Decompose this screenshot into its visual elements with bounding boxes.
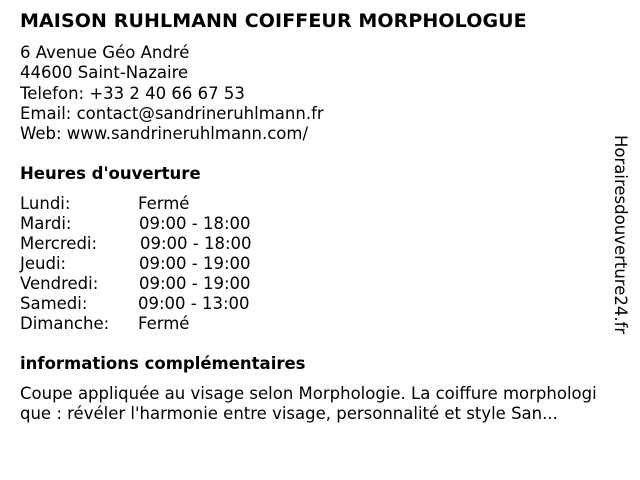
city-line: 44600 Saint-Nazaire [20, 63, 189, 83]
site-watermark: Horairesdouverture24.fr [611, 135, 630, 335]
day-label: Lundi: [20, 194, 71, 213]
street-address: 6 Avenue Géo André [20, 43, 190, 62]
day-label: Jeudi: [20, 254, 67, 273]
contact-block [20, 43, 324, 144]
day-label: Dimanche: [20, 314, 110, 333]
hours-value: Fermé [138, 194, 190, 213]
hours-value: 09:00 - 18:00 [139, 214, 251, 233]
day-label: Vendredi: [20, 274, 99, 293]
hours-value: 09:00 - 18:00 [140, 234, 252, 253]
business-description: Coupe appliquée au visage selon Morphologie. La coiffure morphologique : révéler l'harmonie entre visage, personnalité et style San... [20, 384, 597, 423]
hours-value: 09:00 - 19:00 [139, 254, 251, 273]
business-name: MAISON RUHLMANN COIFFEUR MORPHOLOGUE [20, 10, 527, 32]
day-label: Mercredi: [20, 234, 98, 253]
email-line: Email: contact@sandrineruhlmann.fr [20, 103, 324, 123]
hours-value: 09:00 - 13:00 [138, 294, 250, 313]
hours-heading: Heures d'ouverture [20, 164, 201, 183]
web-line: Web: www.sandrineruhlmann.com/ [20, 124, 309, 144]
phone-line: Telefon: +33 2 40 66 67 53 [20, 83, 245, 103]
hours-value: 09:00 - 19:00 [139, 274, 251, 293]
info-heading: informations complémentaires [20, 354, 306, 373]
hours-value: Fermé [138, 314, 190, 333]
day-label: Samedi: [20, 294, 88, 313]
day-label: Mardi: [20, 214, 72, 233]
